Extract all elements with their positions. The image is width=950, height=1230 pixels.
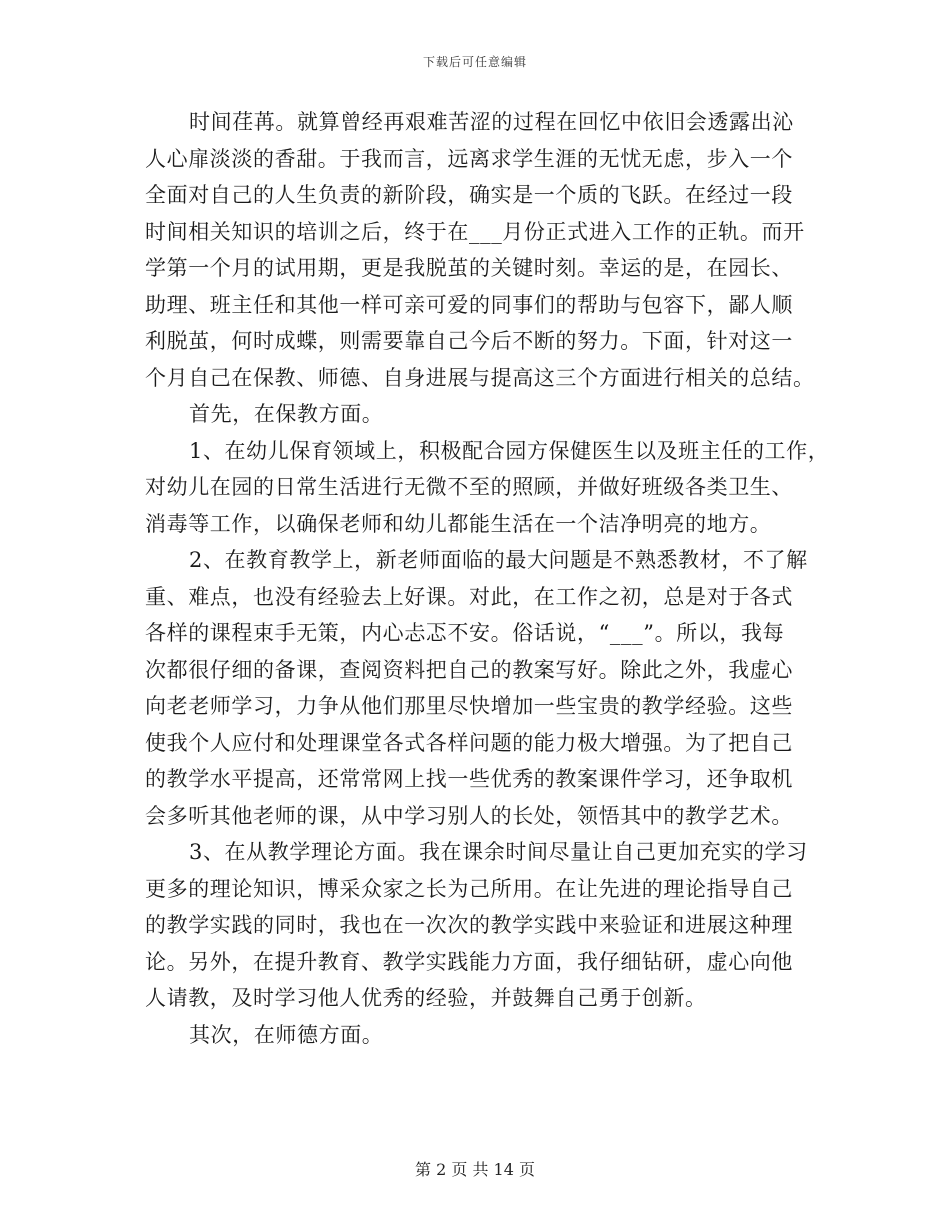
text-line: 会多听其他老师的课，从中学习别人的长处，领悟其中的教学艺术。 [145,803,793,828]
text-line: 时间相关知识的培训之后，终于在___月份正式进入工作的正轨。而开 [145,219,805,244]
text-line: 论。另外，在提升教育、教学实践能力方面，我仔细钻研，虚心向他 [145,949,793,974]
text-line: 使我个人应付和处理课堂各式各样问题的能力极大增强。为了把自己 [145,730,793,755]
text-line: 向老老师学习，力争从他们那里尽快增加一些宝贵的教学经验。这些 [145,694,793,718]
text-line: 利脱茧，何时成蝶，则需要靠自己今后不断的努力。下面，针对这一 [145,329,793,353]
text-line: 的教学水平提高，还常常网上找一些优秀的教案课件学习，还争取机 [145,767,793,791]
text-line: 全面对自己的人生负责的新阶段，确实是一个质的飞跃。在经过一段 [145,183,793,207]
text-line: 人请教，及时学习他人优秀的经验，并鼓舞自己勇于创新。 [145,986,707,1010]
text-line: 时间荏苒。就算曾经再艰难苦涩的过程在回忆中依旧会透露出沁 [189,110,794,134]
text-line: 助理、班主任和其他一样可亲可爱的同事们的帮助与包容下，鄙人顺 [145,292,793,317]
text-line: 人心扉淡淡的香甜。于我而言，远离求学生涯的无忧无虑，步入一个 [145,146,793,171]
section-heading: 其次，在师德方面。 [189,1022,384,1047]
text-line: 对幼儿在园的日常生活进行无微不至的照顾，并做好班级各类卫生、 [145,475,793,499]
text-line: 个月自己在保教、师德、自身进展与提高这三个方面进行相关的总结。 [145,365,815,390]
page-header: 下载后可任意编辑 [422,55,527,69]
text-line: 2、在教育教学上，新老师面临的最大问题是不熟悉教材，不了解 [189,548,808,572]
document-body [145,104,830,1053]
text-line: 重、难点，也没有经验去上好课。对此，在工作之初，总是对于各式 [145,584,793,609]
section-heading: 首先，在保教方面。 [189,402,384,426]
text-line: 更多的理论知识，博采众家之长为己所用。在让先进的理论指导自己 [145,876,793,901]
text-line: 各样的课程束手无策，内心忐忑不安。俗话说，“___”。所以，我每 [145,621,785,645]
text-line: 次都很仔细的备课，查阅资料把自己的教案写好。除此之外，我虚心 [145,657,793,682]
text-line: 3、在从教学理论方面。我在课余时间尽量让自己更加充实的学习 [189,840,808,864]
text-line: 1、在幼儿保育领域上，积极配合园方保健医生以及班主任的工作， [189,438,830,463]
text-line: 学第一个月的试用期，更是我脱茧的关键时刻。幸运的是，在园长、 [145,256,793,280]
page-number: 第 2 页 共 14 页 [415,1160,535,1179]
text-line: 的教学实践的同时，我也在一次次的教学实践中来验证和进展这种理 [145,913,793,937]
text-line: 消毒等工作，以确保老师和幼儿都能生活在一个洁净明亮的地方。 [145,511,772,536]
